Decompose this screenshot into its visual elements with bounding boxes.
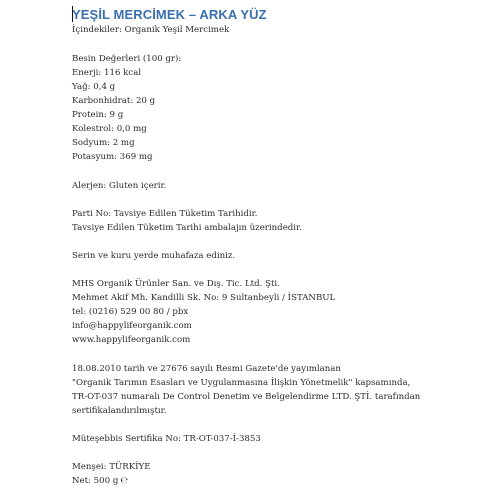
nutrition-row: Potasyum: 369 mg bbox=[72, 152, 153, 162]
estimated-sign-icon: ℮ bbox=[120, 476, 129, 486]
net-weight-text: Net: 500 g bbox=[72, 476, 119, 486]
nutrition-row: Sodyum: 2 mg bbox=[72, 138, 135, 148]
ingredients-line: İçindekiler: Organik Yeşil Mercimek bbox=[72, 25, 230, 35]
certification-line: "Organik Tarımın Esasları ve Uygulanmasına İlişkin Yönetmelik" kapsamında, bbox=[72, 378, 411, 388]
company-phone: tel: (0216) 529 00 80 / pbx bbox=[72, 307, 189, 317]
nutrition-header: Besin Değerleri (100 gr): bbox=[72, 54, 182, 64]
batch-line: Parti No: Tavsiye Edilen Tüketim Tarihidir. bbox=[72, 209, 258, 219]
nutrition-row: Enerji: 116 kcal bbox=[72, 68, 142, 78]
certification-line: TR-OT-037 numaralı De Control Denetim ve Belgelendirme LTD. ŞTİ. tarafından bbox=[72, 392, 421, 402]
nutrition-row: Karbonhidrat: 20 g bbox=[72, 96, 156, 106]
nutrition-row: Kolestrol: 0,0 mg bbox=[72, 124, 147, 134]
storage-line: Serin ve kuru yerde muhafaza ediniz. bbox=[72, 251, 236, 261]
document-title: YEŞİL MERCİMEK – ARKA YÜZ bbox=[72, 7, 267, 22]
certificate-number: Müteşebbis Sertifika No: TR-OT-037-İ-3853 bbox=[72, 434, 261, 444]
allergen-line: Alerjen: Gluten içerir. bbox=[72, 181, 167, 191]
company-name: MHS Organik Ürünler San. ve Dış. Tic. Ltd. Şti. bbox=[72, 279, 280, 289]
nutrition-row: Yağ: 0,4 g bbox=[72, 82, 116, 92]
certification-line: sertifikalandırılmıştır. bbox=[72, 406, 167, 416]
company-address: Mehmet Akif Mh. Kandilli Sk. No: 9 Sultanbeyli / İSTANBUL bbox=[72, 293, 336, 303]
company-email: info@happylifeorganik.com bbox=[72, 321, 192, 331]
batch-line: Tavsiye Edilen Tüketim Tarihi ambalajın üzerindedir. bbox=[72, 223, 302, 233]
nutrition-row: Protein: 9 g bbox=[72, 110, 124, 120]
company-website: www.happylifeorganik.com bbox=[72, 335, 191, 345]
net-weight-line bbox=[72, 475, 128, 487]
origin-line: Menşei: TÜRKİYE bbox=[72, 462, 151, 472]
certification-line: 18.08.2010 tarih ve 27676 sayılı Resmi Gazete'de yayımlanan bbox=[72, 364, 341, 374]
